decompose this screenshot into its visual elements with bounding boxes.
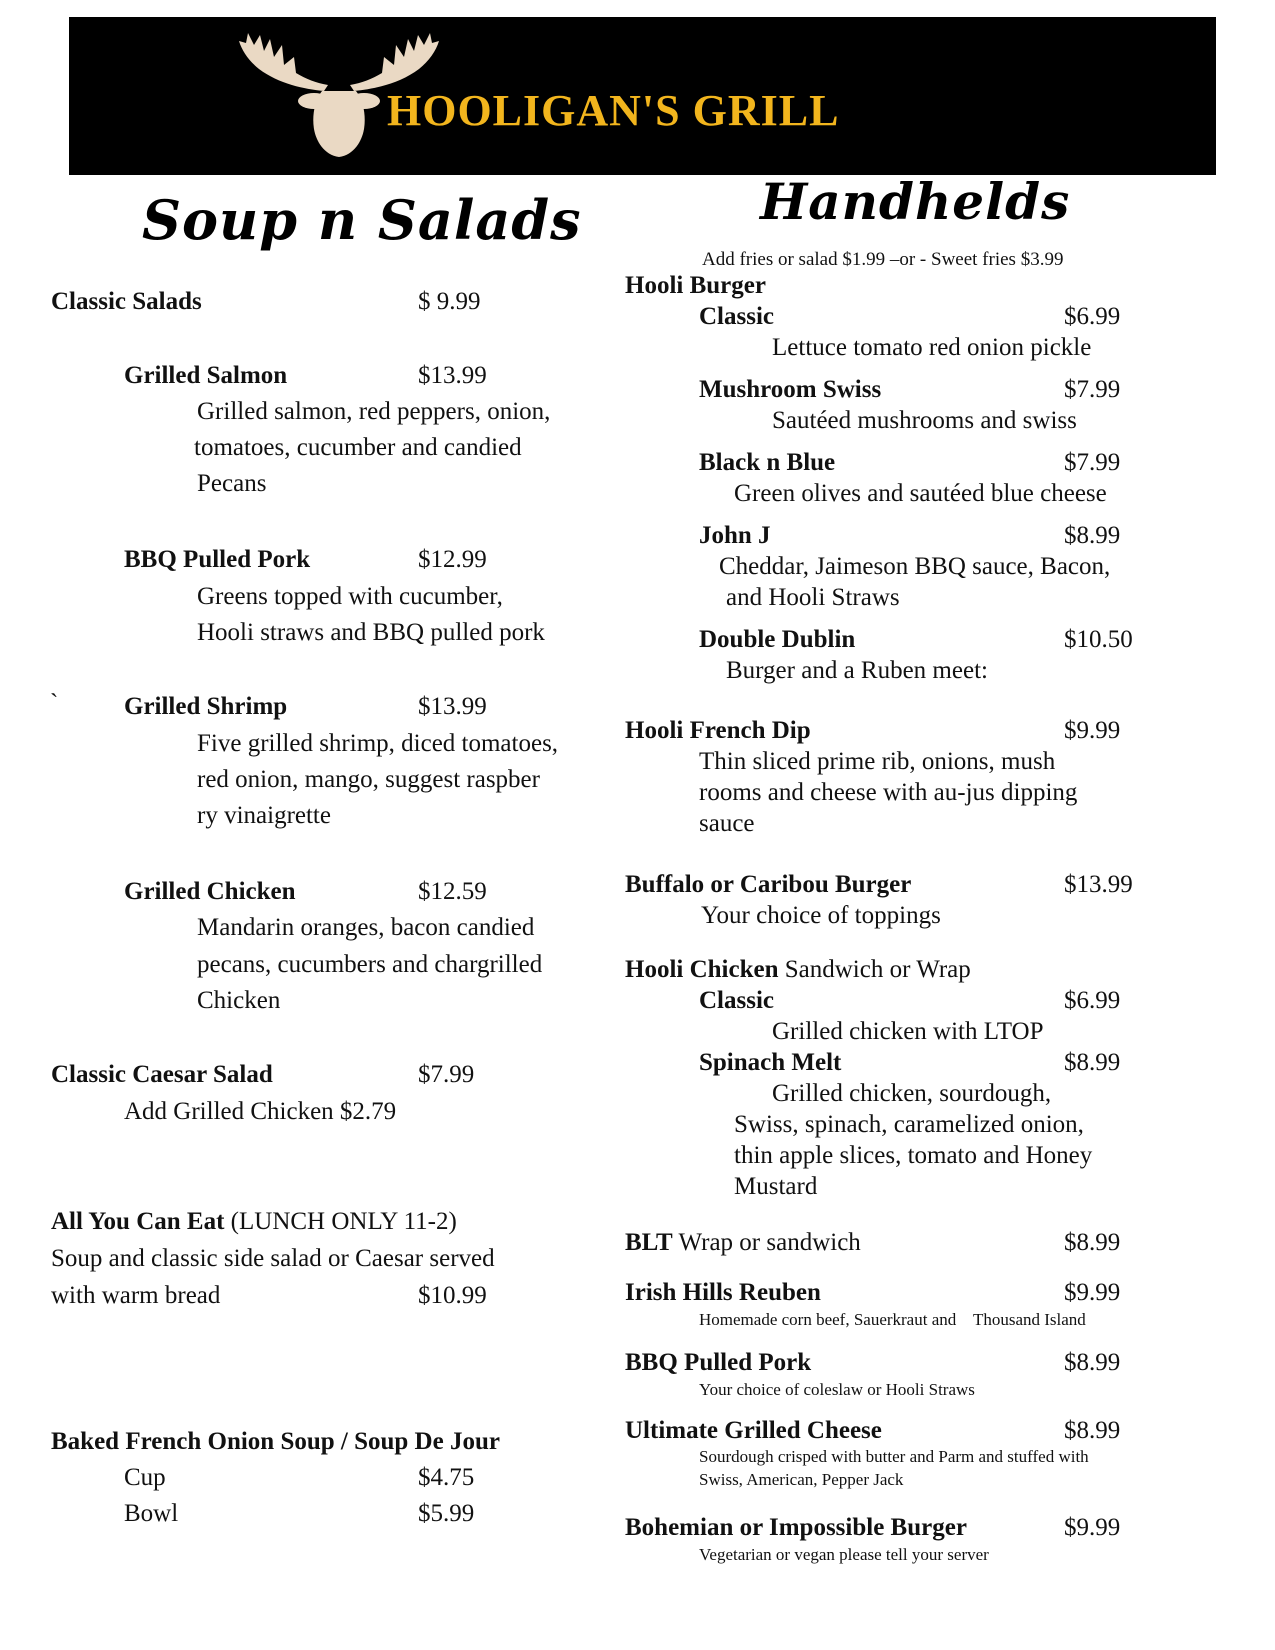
chicken-classic-price: $6.99 — [1064, 987, 1121, 1014]
soup-name: Baked French Onion Soup / Soup De Jour — [51, 1428, 500, 1455]
bowl-label: Bowl — [124, 1500, 179, 1527]
caesar-name: Classic Caesar Salad — [51, 1061, 273, 1088]
chicken-desc: pecans, cucumbers and chargrilled — [197, 951, 543, 978]
mushroom-desc: Sautéed mushrooms and swiss — [772, 407, 1077, 434]
buffalo-price: $13.99 — [1064, 871, 1133, 898]
bowl-price: $5.99 — [418, 1500, 475, 1527]
header-banner — [69, 17, 1216, 175]
pulled-pork-desc: Hooli straws and BBQ pulled pork — [197, 619, 545, 646]
french-dip-desc: rooms and cheese with au-jus dipping — [699, 779, 1078, 806]
salmon-price: $13.99 — [418, 362, 487, 389]
grilled-cheese-desc: Swiss, American, Pepper Jack — [699, 1470, 904, 1489]
chicken-desc: Chicken — [197, 987, 281, 1014]
john-j-price: $8.99 — [1064, 522, 1121, 549]
bohemian-price: $9.99 — [1064, 1514, 1121, 1541]
ayce-title — [51, 1208, 457, 1236]
pulled-pork-desc: Greens topped with cucumber, — [197, 583, 503, 610]
soup-salads-heading: Soup n Salads — [142, 188, 582, 252]
reuben-name: Irish Hills Reuben — [625, 1279, 821, 1306]
grilled-cheese-desc: Sourdough crisped with butter and Parm and stuffed with — [699, 1447, 1089, 1466]
grilled-cheese-price: $8.99 — [1064, 1417, 1121, 1444]
bohemian-desc: Vegetarian or vegan please tell your server — [699, 1545, 989, 1564]
bbq-pork-name: BBQ Pulled Pork — [625, 1349, 812, 1376]
bohemian-name: Bohemian or Impossible Burger — [625, 1514, 967, 1541]
french-dip-desc: Thin sliced prime rib, onions, mush — [699, 748, 1056, 775]
caesar-price: $7.99 — [418, 1061, 475, 1088]
shrimp-desc: red onion, mango, suggest raspber — [197, 766, 540, 793]
spinach-melt-name: Spinach Melt — [699, 1049, 842, 1076]
mushroom-price: $7.99 — [1064, 376, 1121, 403]
pulled-pork-name: BBQ Pulled Pork — [124, 546, 311, 573]
mushroom-name: Mushroom Swiss — [699, 376, 882, 403]
spinach-melt-price: $8.99 — [1064, 1049, 1121, 1076]
cup-label: Cup — [124, 1464, 166, 1491]
chicken-name: Grilled Chicken — [124, 878, 296, 905]
salmon-name: Grilled Salmon — [124, 362, 288, 389]
spinach-melt-desc: thin apple slices, tomato and Honey — [734, 1142, 1093, 1169]
dublin-desc: Burger and a Ruben meet: — [726, 657, 988, 684]
john-j-desc: Cheddar, Jaimeson BBQ sauce, Bacon, — [719, 553, 1111, 580]
bbq-pork-price: $8.99 — [1064, 1349, 1121, 1376]
caesar-addon: Add Grilled Chicken $2.79 — [124, 1098, 397, 1125]
salmon-desc: Grilled salmon, red peppers, onion, — [197, 398, 551, 425]
blt-name: BLT — [625, 1229, 673, 1256]
hooli-chicken-suffix: Sandwich or Wrap — [778, 956, 971, 983]
handhelds-heading: Handhelds — [760, 172, 1071, 231]
reuben-price: $9.99 — [1064, 1279, 1121, 1306]
spinach-melt-desc: Mustard — [734, 1173, 818, 1200]
ayce-desc: Soup and classic side salad or Caesar served — [51, 1245, 495, 1272]
bbq-pork-desc: Your choice of coleslaw or Hooli Straws — [699, 1380, 975, 1399]
ayce-name: All You Can Eat — [51, 1208, 225, 1235]
salmon-desc: Pecans — [197, 470, 267, 497]
shrimp-desc: ry vinaigrette — [197, 802, 331, 829]
grilled-cheese-name: Ultimate Grilled Cheese — [625, 1417, 882, 1444]
handhelds-note: Add fries or salad $1.99 –or - Sweet fries $3.99 — [702, 249, 1064, 270]
classic-salads-label: Classic Salads — [51, 288, 202, 315]
shrimp-desc: Five grilled shrimp, diced tomatoes, — [197, 730, 559, 757]
shrimp-name: Grilled Shrimp — [124, 693, 288, 720]
hooli-chicken-title — [625, 956, 971, 984]
buffalo-name: Buffalo or Caribou Burger — [625, 871, 912, 898]
ayce-desc: with warm bread — [51, 1282, 221, 1309]
spinach-melt-desc: Grilled chicken, sourdough, — [772, 1080, 1052, 1107]
ayce-price: $10.99 — [418, 1282, 487, 1309]
buffalo-desc: Your choice of toppings — [701, 902, 941, 929]
classic-salads-price: $ 9.99 — [418, 288, 481, 315]
black-blue-name: Black n Blue — [699, 449, 836, 476]
ayce-note: (LUNCH ONLY 11-2) — [224, 1208, 457, 1235]
classic-burger-price: $6.99 — [1064, 303, 1121, 330]
hooli-burger-title: Hooli Burger — [625, 272, 766, 299]
classic-burger-name: Classic — [699, 303, 774, 330]
spinach-melt-desc: Swiss, spinach, caramelized onion, — [734, 1111, 1084, 1138]
black-blue-desc: Green olives and sautéed blue cheese — [734, 480, 1107, 507]
hooli-chicken-name: Hooli Chicken — [625, 956, 779, 983]
french-dip-desc: sauce — [699, 810, 755, 837]
chicken-classic-desc: Grilled chicken with LTOP — [772, 1018, 1044, 1045]
pulled-pork-price: $12.99 — [418, 546, 487, 573]
black-blue-price: $7.99 — [1064, 449, 1121, 476]
classic-burger-desc: Lettuce tomato red onion pickle — [772, 334, 1092, 361]
reuben-desc: Homemade corn beef, Sauerkraut and Thousand Island — [699, 1310, 1086, 1329]
salmon-desc: tomatoes, cucumber and candied — [194, 434, 522, 461]
chicken-classic-name: Classic — [699, 987, 774, 1014]
john-j-name: John J — [699, 522, 771, 549]
chicken-price: $12.59 — [418, 878, 487, 905]
blt-price: $8.99 — [1064, 1229, 1121, 1256]
shrimp-price: $13.99 — [418, 693, 487, 720]
chicken-desc: Mandarin oranges, bacon candied — [197, 914, 535, 941]
french-dip-name: Hooli French Dip — [625, 717, 811, 744]
john-j-desc: and Hooli Straws — [726, 584, 900, 611]
blt-title — [625, 1229, 861, 1257]
brand-name: HOOLIGAN'S GRILL — [387, 86, 840, 135]
dublin-name: Double Dublin — [699, 626, 856, 653]
dublin-price: $10.50 — [1064, 626, 1133, 653]
stray-mark: ` — [50, 690, 59, 717]
blt-suffix: Wrap or sandwich — [672, 1229, 861, 1256]
french-dip-price: $9.99 — [1064, 717, 1121, 744]
cup-price: $4.75 — [418, 1464, 475, 1491]
